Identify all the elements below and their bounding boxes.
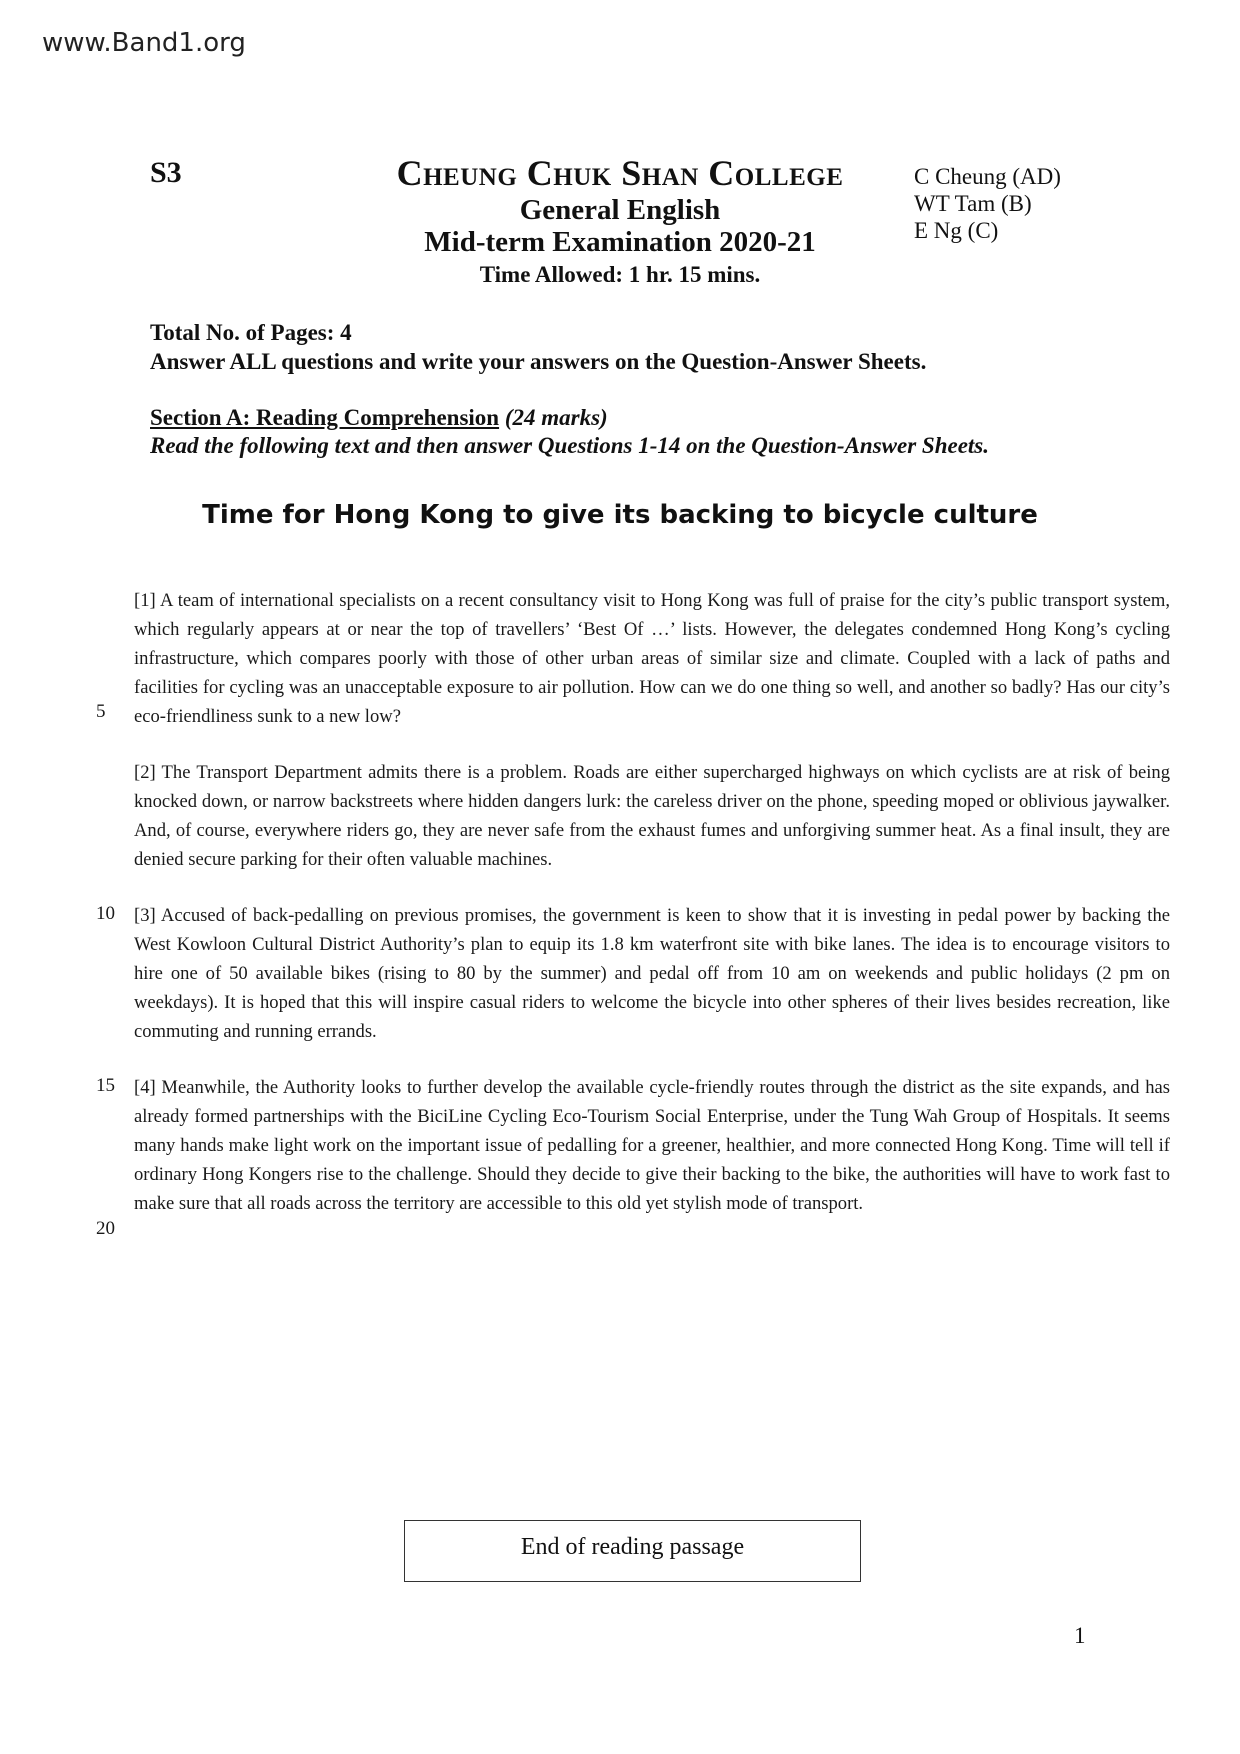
general-instruction: Answer ALL questions and write your answers on the Question-Answer Sheets. bbox=[150, 349, 927, 374]
line-number-20: 20 bbox=[96, 1218, 115, 1239]
passage-title: Time for Hong Kong to give its backing to bicycle culture bbox=[202, 500, 1038, 530]
paragraph-3: [3] Accused of back-pedalling on previous promises, the government is keen to show that it is investing in pedal power by backing the West Kowloon Cultural District Authority’s plan to equip its 1.8 km waterfront site with bike lanes. The idea is to encourage visitors to hire one of 50 available bikes (rising to 80 by the summer) and pedal off from 10 am on weekends and public holidays (2 pm on weekdays). It is hoped that this will inspire casual riders to welcome the bicycle into other spheres of their lives besides recreation, like commuting and running errands. bbox=[134, 905, 1170, 1042]
subject-title: General English bbox=[519, 194, 721, 226]
page-number: 1 bbox=[1074, 1623, 1086, 1648]
total-pages: Total No. of Pages: 4 bbox=[150, 320, 352, 345]
exam-title: Mid-term Examination 2020-21 bbox=[424, 226, 816, 258]
line-number-15: 15 bbox=[96, 1075, 115, 1096]
school-name: Cheung Chuk Shan College bbox=[396, 153, 844, 193]
teacher-2: WT Tam (B) bbox=[914, 191, 1032, 216]
section-instruction: Read the following text and then answer Questions 1-14 on the Question-Answer Sheets. bbox=[150, 433, 989, 458]
end-of-passage-label: End of reading passage bbox=[520, 1534, 745, 1560]
paragraph-1: [1] A team of international specialists on a recent consultancy visit to Hong Kong was full of praise for the city’s public transport system, which regularly appears at or near the top of travellers’ ‘Best Of …’ lists. However, the delegates condemned Hong Kong’s cycling infrastructure, which compares poorly with those of other urban areas of similar size and climate. Coupled with a lack of paths and facilities for cycling was an unacceptable exposure to air pollution. How can we do one thing so well, and another so badly? Has our city’s eco-friendliness sunk to a new low? bbox=[134, 590, 1170, 727]
end-of-passage-box bbox=[404, 1520, 861, 1582]
line-number-10: 10 bbox=[96, 903, 115, 924]
watermark-url: www.Band1.org bbox=[42, 28, 246, 58]
time-allowed: Time Allowed: 1 hr. 15 mins. bbox=[479, 262, 761, 287]
grade-label: S3 bbox=[150, 156, 182, 189]
section-title: Section A: Reading Comprehension bbox=[150, 405, 500, 430]
paragraph-4: [4] Meanwhile, the Authority looks to further develop the available cycle-friendly routes through the district as the site expands, and has already formed partnerships with the BiciLine Cycling Eco-Tourism Social Enterprise, under the Tung Wah Group of Hospitals. It seems many hands make light work on the important issue of pedalling for a greener, healthier, and more connected Hong Kong. Time will tell if ordinary Hong Kongers rise to the challenge. Should they decide to give their backing to the bike, the authorities will have to work fast to make sure that all roads across the territory are accessible to this old yet stylish mode of transport. bbox=[134, 1077, 1170, 1214]
section-heading bbox=[150, 405, 608, 431]
line-number-5: 5 bbox=[96, 701, 106, 722]
teacher-list bbox=[914, 163, 1061, 244]
paragraph-2: [2] The Transport Department admits there is a problem. Roads are either supercharged highways on which cyclists are at risk of being knocked down, or narrow backstreets where hidden dangers lurk: the careless driver on the phone, speeding moped or oblivious jaywalker. And, of course, everywhere riders go, they are never safe from the exhaust fumes and unforgiving summer heat. As a final insult, they are denied secure parking for their often valuable machines. bbox=[134, 762, 1170, 870]
section-marks: (24 marks) bbox=[504, 405, 608, 430]
teacher-1: C Cheung (AD) bbox=[914, 164, 1061, 189]
teacher-3: E Ng (C) bbox=[914, 218, 999, 243]
